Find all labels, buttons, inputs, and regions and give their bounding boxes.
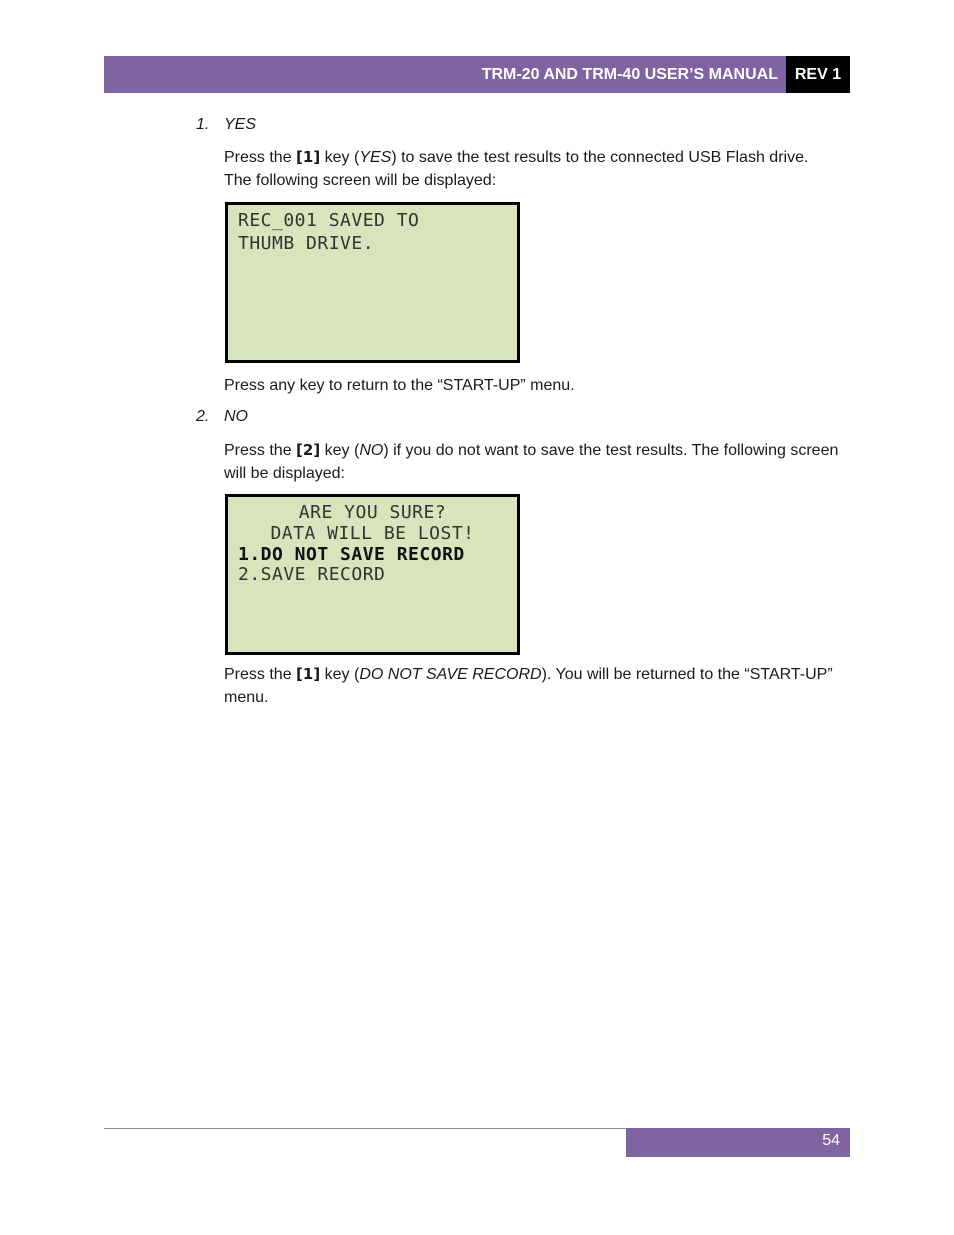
instruction-emphasis: NO [359,442,384,459]
step-1-label: YES [224,116,257,133]
manual-title: TRM-20 AND TRM-40 USER’S MANUAL [481,66,778,83]
instruction-text: key ( [320,442,360,459]
step-1-instruction [224,146,840,192]
lcd-line: THUMB DRIVE. [238,233,375,254]
key-1-label: [1] [296,148,321,166]
instruction-emphasis: YES [359,149,392,166]
instruction-text: Press the [224,666,297,683]
lcd-screen-saved [225,202,520,363]
instruction-text: Press the [224,149,297,166]
step-1-return-note: Press any key to return to the “START-UP” menu. [224,377,575,394]
footer-divider [104,1128,626,1129]
instruction-text: ) if you do not want to save the test results. The following screen will be displayed: [224,442,839,482]
lcd-screen-confirm [225,494,520,655]
key-1-label: [1] [296,665,321,683]
instruction-text: ). You will be returned to the “START-UP” menu. [224,666,833,706]
instruction-emphasis: DO NOT SAVE RECORD [359,666,542,683]
page-number: 54 [822,1132,840,1149]
revision-badge: REV 1 [786,56,850,93]
step-1-number: 1. [196,116,210,133]
page-footer [626,1128,850,1157]
lcd-line: REC_001 SAVED TO [238,210,420,231]
key-2-label: [2] [296,441,321,459]
instruction-text: Press the [224,442,297,459]
lcd-menu-option-2: 2.SAVE RECORD [238,564,386,585]
instruction-text: ) to save the test results to the connected USB Flash drive. The following screen will be displayed: [224,149,809,189]
page-header [104,56,850,93]
lcd-line: DATA WILL BE LOST! [270,523,475,544]
step-2-result-note [224,663,840,709]
lcd-line: ARE YOU SURE? [298,502,447,523]
step-2-instruction [224,439,840,485]
instruction-text: key ( [320,666,360,683]
lcd-menu-option-1: 1.DO NOT SAVE RECORD [238,544,465,565]
instruction-text: key ( [320,149,360,166]
step-2-label: NO [224,408,248,425]
step-2-number: 2. [196,408,210,425]
